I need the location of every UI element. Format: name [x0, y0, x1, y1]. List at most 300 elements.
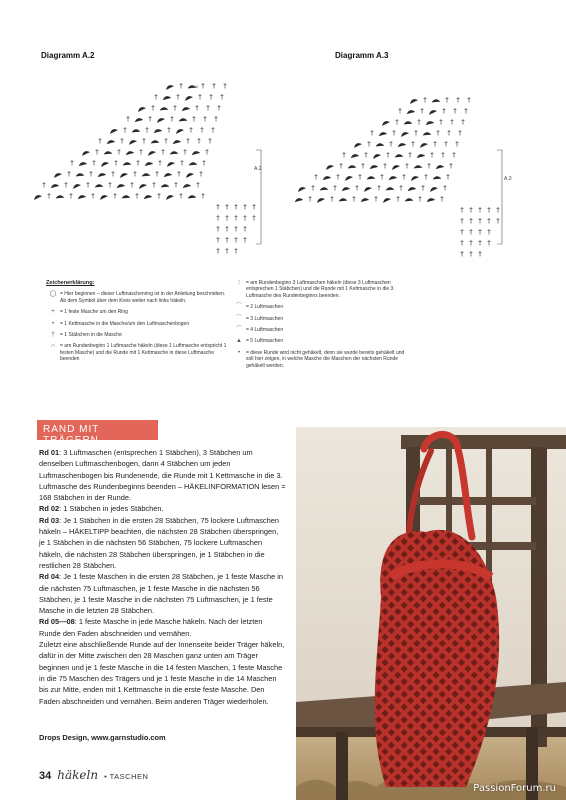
chain-arc-mark: [132, 129, 140, 132]
double-crochet-mark: †: [183, 148, 187, 156]
double-crochet-mark: †: [374, 195, 378, 203]
legend-right: [232, 280, 412, 374]
double-crochet-mark: †: [478, 228, 482, 236]
chain-arc-mark: [179, 118, 187, 121]
chain-three-arc-icon: ⌒: [235, 315, 242, 322]
round-label: Rd 05—08: [39, 617, 75, 627]
chain-arc-mark: [134, 118, 142, 122]
double-crochet-mark: †: [234, 236, 238, 244]
dot-icon: •: [237, 349, 241, 356]
double-crochet-mark: †: [418, 195, 422, 203]
double-crochet-mark: †: [383, 162, 387, 170]
chain-arc-mark: [432, 99, 440, 102]
double-crochet-mark: †: [47, 192, 51, 200]
double-crochet-mark: †: [92, 159, 96, 167]
double-crochet-mark: †: [195, 104, 199, 112]
chain-arc-mark: [360, 198, 368, 202]
chain-arc-mark: [72, 183, 80, 189]
chain-arc-mark: [363, 186, 371, 192]
instruction-text: : Je 1 Stäbchen in die ersten 28 Stäbchen, 75 lockere Luftmaschen häkeln – HÄKELTIPP beachten, die nächsten 28 Stäbchen überspringen, je 1 Stäbchen in die nächsten 56 Stäbchen, 75 lockere Luftmaschen häkeln, die nächsten 28 Stäbchen überspringen, je 1 Stäbchen in die restlichen 28 Stäbchen.: [39, 515, 279, 570]
double-crochet-mark: †: [91, 192, 95, 200]
double-crochet-mark: †: [216, 247, 220, 255]
double-crochet-mark: †: [70, 159, 74, 167]
instruction-text: : 3 Luftmaschen (entsprechen 1 Stäbchen), 3 Stäbchen um denselben Luftmaschenbogen, dann 4 Stäbchen um jeden Luftmaschenbogen bis Rundenende, die Runde mit 1 Kettmasche in die 3. Luftmasche des Rundenbeginns beenden – HÄKELINFORMATION lesen = 168 Stäbchen in der Runde.: [39, 448, 286, 503]
legend-item-text: = 4 Luftmaschen: [246, 327, 284, 334]
chain-arc-mark: [50, 184, 58, 188]
chart-a3-svg: [292, 72, 527, 264]
double-crochet-mark: †: [336, 173, 340, 181]
legend-item: [232, 304, 412, 310]
legend-item-text: = 5 Luftmaschen: [246, 338, 284, 345]
double-crochet-mark: †: [358, 173, 362, 181]
legend-item: [232, 316, 412, 322]
chain-arc-mark: [400, 131, 408, 137]
double-crochet-mark: †: [314, 173, 318, 181]
double-crochet-mark: †: [216, 203, 220, 211]
slip-stitch-icon: •: [51, 320, 55, 327]
chain-arc-mark: [429, 186, 437, 192]
chart-a2-bracket: [256, 150, 261, 244]
double-crochet-mark: †: [113, 192, 117, 200]
double-crochet-icon: †: [51, 332, 55, 339]
double-crochet-mark: †: [252, 203, 256, 211]
double-crochet-mark: †: [405, 162, 409, 170]
chain-arc-mark: [316, 197, 324, 203]
double-crochet-mark: †: [200, 126, 204, 134]
double-crochet-mark: †: [417, 118, 421, 126]
double-crochet-mark: †: [449, 162, 453, 170]
chain-arc-mark: [320, 187, 328, 190]
chain-arc-mark: [391, 164, 399, 170]
double-crochet-mark: †: [225, 236, 229, 244]
double-crochet-mark: †: [469, 250, 473, 258]
chart-a2-end-mark: T=0: [191, 84, 199, 89]
double-crochet-mark: †: [478, 217, 482, 225]
double-crochet-mark: †: [464, 107, 468, 115]
chain-arc-mark: [147, 150, 155, 156]
double-crochet-mark: †: [455, 140, 459, 148]
double-crochet-mark: †: [469, 239, 473, 247]
instruction-text: : Je 1 feste Maschen in die ersten 28 Stäbchen, je 1 feste Masche in die nächsten 75 Luftmaschen, je 1 feste Masche in die nächsten 56 Stäbchen, je 1 feste Masche in die nächsten 75 Luftmaschen, je 1 feste Masche in die letzten 28 Stäbchen.: [39, 572, 284, 616]
legend-item: [46, 321, 231, 327]
double-crochet-mark: †: [123, 126, 127, 134]
double-crochet-mark: †: [453, 107, 457, 115]
double-crochet-mark: †: [117, 148, 121, 156]
chain-arc-mark: [378, 132, 386, 136]
double-crochet-mark: †: [458, 129, 462, 137]
diagram-a3-title: Diagramm A.3: [335, 51, 389, 60]
double-crochet-mark: †: [176, 93, 180, 101]
double-crochet-mark: †: [214, 115, 218, 123]
double-crochet-mark: †: [209, 93, 213, 101]
legend-item: [232, 350, 412, 369]
chart-a3-stitches: [294, 96, 500, 258]
chain-arc-mark: [100, 161, 108, 167]
instruction-paragraph: [39, 447, 286, 503]
double-crochet-mark: †: [487, 239, 491, 247]
instruction-paragraph: [39, 616, 286, 639]
double-crochet-mark: †: [234, 247, 238, 255]
chain-arc-mark: [172, 140, 180, 144]
chain-arc-mark: [372, 153, 380, 159]
bench-leg-left: [336, 732, 348, 800]
double-crochet-mark: †: [496, 217, 500, 225]
diagram-a2-title: Diagramm A.2: [41, 51, 95, 60]
double-crochet-mark: †: [446, 173, 450, 181]
double-crochet-mark: †: [396, 195, 400, 203]
double-crochet-mark: †: [367, 140, 371, 148]
double-crochet-mark: †: [427, 162, 431, 170]
section-title: RAND MIT TRÄGERN: [43, 424, 100, 446]
chain-arc-mark: [33, 194, 41, 200]
double-crochet-mark: †: [203, 115, 207, 123]
bag-photo-illustration: [296, 427, 566, 800]
chain-arc-mark: [106, 140, 114, 144]
double-crochet-mark: †: [469, 206, 473, 214]
chain-arc-mark: [97, 173, 105, 177]
chain-arc-mark: [160, 107, 168, 110]
section-header: [37, 420, 158, 446]
instruction-paragraph: [39, 639, 286, 707]
double-crochet-mark: †: [442, 107, 446, 115]
double-crochet-mark: †: [487, 228, 491, 236]
magazine-subtitle: • TASCHEN: [104, 772, 149, 781]
double-crochet-mark: †: [342, 151, 346, 159]
chain-arc-mark: [405, 198, 413, 201]
page-footer: [39, 768, 148, 782]
chain-arc-mark: [294, 198, 302, 202]
chain-arc-mark: [143, 195, 151, 199]
double-crochet-mark: †: [186, 137, 190, 145]
double-crochet-mark: †: [212, 82, 216, 90]
chain-arc-mark: [406, 110, 414, 114]
double-crochet-mark: †: [192, 115, 196, 123]
chain-arc-mark: [404, 121, 412, 124]
chain-arc-mark: [423, 132, 431, 135]
crochet-chart-a2: [28, 72, 278, 264]
double-crochet-mark: †: [456, 96, 460, 104]
double-crochet-mark: †: [152, 181, 156, 189]
double-crochet-mark: †: [377, 184, 381, 192]
double-crochet-mark: †: [234, 203, 238, 211]
double-crochet-mark: †: [460, 250, 464, 258]
legend-item-text: = 2 Luftmaschen: [246, 304, 284, 311]
chain-arc-mark: [137, 106, 145, 112]
chain-arc-mark: [428, 109, 436, 115]
legend-item-text: = diese Runde wird nicht gehäkelt, denn sie wurde bereits gehäkelt und soll hier zeigen, in welche Masche die Maschen der nächsten Runde gehäkelt werden.: [246, 349, 405, 369]
chain-arc-mark: [99, 194, 107, 200]
double-crochet-mark: †: [339, 162, 343, 170]
double-crochet-mark: †: [478, 206, 482, 214]
double-crochet-mark: †: [225, 214, 229, 222]
double-crochet-mark: †: [444, 140, 448, 148]
chain-arc-mark: [376, 143, 384, 146]
legend-item: [232, 280, 412, 299]
legend-item-text: = am Rundenbeginn 3 Luftmaschen häkeln (diese 3 Luftmaschen entsprechen 1 Stäbchen) und die Runde mit 1 Kettmasche in die 3. Luftmasche des Rundenbeginns beenden.: [246, 280, 395, 299]
double-crochet-mark: †: [447, 129, 451, 137]
double-crochet-mark: †: [460, 206, 464, 214]
double-crochet-mark: †: [135, 192, 139, 200]
chain-arc-mark: [144, 162, 152, 166]
double-crochet-mark: †: [198, 93, 202, 101]
double-crochet-mark: †: [133, 170, 137, 178]
chain-arc-mark: [414, 165, 422, 168]
double-crochet-mark: †: [386, 151, 390, 159]
double-crochet-mark: †: [225, 225, 229, 233]
single-crochet-icon: +: [51, 309, 55, 316]
round-label: Rd 02: [39, 504, 60, 514]
chain-arc-mark: [386, 187, 394, 190]
credit-line: Drops Design, www.garnstudio.com: [39, 733, 166, 742]
chain-arc-mark: [182, 184, 190, 188]
chain-arc-mark: [433, 176, 441, 179]
double-crochet-mark: †: [67, 170, 71, 178]
legend-item-text: = Hier beginnen – dieser Luftmaschenring ist in der Anleitung beschrieben. Ab dem Symbol über dem Kreis weiter nach links häkeln.: [60, 291, 226, 304]
chain-arc-mark: [353, 142, 361, 148]
chain-arc-mark: [184, 95, 192, 101]
double-crochet-mark: †: [201, 82, 205, 90]
double-crochet-mark: †: [452, 151, 456, 159]
double-crochet-mark: †: [402, 173, 406, 181]
instruction-paragraph: [39, 503, 286, 514]
double-crochet-mark: †: [420, 107, 424, 115]
double-crochet-mark: †: [206, 104, 210, 112]
double-crochet-mark: †: [154, 93, 158, 101]
double-crochet-mark: †: [177, 170, 181, 178]
double-crochet-mark: †: [478, 239, 482, 247]
double-crochet-mark: †: [234, 214, 238, 222]
legend-item: [46, 343, 231, 362]
chain-arc-mark: [410, 175, 418, 181]
double-crochet-mark: †: [433, 140, 437, 148]
double-crochet-mark: †: [364, 151, 368, 159]
chain-arc-mark: [181, 107, 189, 111]
legend-item-text: = 1 Kettmasche in die Masche/um den Luftmaschenbogen: [60, 320, 190, 327]
instruction-paragraph: [39, 571, 286, 616]
double-crochet-mark: †: [439, 118, 443, 126]
chain-arc-mark: [426, 198, 434, 202]
double-crochet-mark: †: [217, 104, 221, 112]
chain-arc-mark: [128, 139, 136, 145]
double-crochet-mark: †: [170, 115, 174, 123]
chain-arc-mark: [125, 151, 133, 155]
double-crochet-mark: †: [308, 195, 312, 203]
chain-arc-mark: [191, 151, 199, 155]
instruction-paragraph: [39, 515, 286, 571]
double-crochet-mark: †: [98, 137, 102, 145]
double-crochet-mark: †: [330, 195, 334, 203]
double-crochet-mark: †: [424, 173, 428, 181]
double-crochet-mark: †: [126, 115, 130, 123]
double-crochet-mark: †: [252, 214, 256, 222]
chain-arc-mark: [297, 186, 305, 192]
instruction-text: Zuletzt eine abschließende Runde auf der Innenseite beider Träger häkeln, dafür in der Mitte zwischen den 28 Maschen ganz unten am Träger beginnen und je 1 feste Masche in die 14 festen Maschen, 1 feste Masche in die 75 Maschen des Trägers und je 1 feste Masche in die 14 Maschen bis zur Mitte, enden mit 1 Kettmasche in die erste feste Masche. Den Faden abschneiden und vernähen. Beim anderen Träger wiederholen.: [39, 640, 285, 706]
chain-arc-mark: [425, 121, 433, 125]
double-crochet-mark: †: [414, 129, 418, 137]
chain-arc-mark: [382, 197, 390, 203]
chain-arc-mark: [162, 96, 170, 100]
double-crochet-mark: †: [355, 184, 359, 192]
double-crochet-mark: †: [202, 159, 206, 167]
double-crochet-mark: †: [225, 203, 229, 211]
legend-item: [232, 327, 412, 333]
legend-left: [46, 280, 231, 368]
chain-arc-mark: [407, 187, 415, 191]
double-crochet-mark: †: [130, 181, 134, 189]
chain-arc-mark: [170, 151, 178, 154]
double-crochet-mark: †: [157, 192, 161, 200]
double-crochet-mark: †: [333, 184, 337, 192]
double-crochet-mark: †: [408, 151, 412, 159]
legend-left-rows: [46, 291, 231, 362]
double-crochet-mark: †: [234, 225, 238, 233]
double-crochet-mark: †: [95, 148, 99, 156]
double-crochet-mark: †: [179, 82, 183, 90]
chain-arc-mark: [119, 172, 127, 178]
double-crochet-mark: †: [223, 82, 227, 90]
crochet-chart-a3: [292, 72, 527, 264]
double-crochet-mark: †: [148, 115, 152, 123]
double-crochet-mark: †: [201, 192, 205, 200]
double-crochet-mark: †: [173, 104, 177, 112]
chain-arc-mark: [325, 164, 333, 170]
chain-arc-mark: [416, 154, 424, 158]
chain-arc-mark: [77, 195, 85, 199]
chain-arc-mark: [419, 142, 427, 148]
double-crochet-mark: †: [487, 206, 491, 214]
double-crochet-mark: †: [220, 93, 224, 101]
double-crochet-mark: †: [111, 170, 115, 178]
double-crochet-mark: †: [487, 217, 491, 225]
chain-arc-mark: [397, 143, 405, 147]
magazine-logo: häkeln: [57, 768, 99, 782]
double-crochet-mark: †: [180, 159, 184, 167]
legend-item-text: = 3 Luftmaschen: [246, 315, 284, 322]
chain-arc-mark: [116, 184, 124, 188]
double-crochet-mark: †: [461, 118, 465, 126]
chart-a3-label: A.3: [504, 176, 512, 182]
chart-a2-stitches: [33, 82, 256, 255]
double-crochet-mark: †: [370, 129, 374, 137]
instruction-text: : 1 feste Masche in jede Masche häkeln. Nach der letzten Runde den Faden abschneiden und vernähen.: [39, 617, 263, 638]
double-crochet-mark: †: [352, 195, 356, 203]
double-crochet-mark: †: [436, 129, 440, 137]
double-crochet-mark: †: [380, 173, 384, 181]
chain-arc-mark: [165, 84, 173, 90]
double-crochet-mark: †: [467, 96, 471, 104]
double-crochet-mark: †: [211, 126, 215, 134]
double-crochet-mark: †: [167, 126, 171, 134]
double-crochet-mark: †: [216, 225, 220, 233]
chain-arc-mark: [369, 165, 377, 169]
double-crochet-mark: †: [411, 140, 415, 148]
double-crochet-mark: †: [108, 181, 112, 189]
double-crochet-mark: †: [216, 214, 220, 222]
bag-photo: [296, 427, 566, 800]
chain-arc-mark: [322, 176, 330, 180]
double-crochet-mark: †: [114, 159, 118, 167]
double-crochet-mark: †: [136, 159, 140, 167]
double-crochet-mark: †: [460, 217, 464, 225]
double-crochet-mark: †: [469, 217, 473, 225]
instructions-text: [39, 447, 286, 707]
instruction-text: : 1 Stäbchen in jedes Stäbchen.: [59, 504, 164, 514]
chain-arc-mark: [53, 172, 61, 178]
double-crochet-mark: †: [86, 181, 90, 189]
double-crochet-mark: †: [243, 225, 247, 233]
double-crochet-mark: †: [469, 228, 473, 236]
double-crochet-mark: †: [155, 170, 159, 178]
chain-arc-mark: [142, 173, 150, 176]
legend-item: [46, 309, 231, 315]
chain-arc-mark: [163, 173, 171, 177]
double-crochet-mark: †: [225, 247, 229, 255]
chain-arc-mark: [188, 195, 196, 198]
legend-heading: Zeichenerklärung:: [46, 280, 95, 286]
double-crochet-mark: †: [205, 148, 209, 156]
chain-arc-mark: [151, 140, 159, 143]
chain-two-icon: ⌒: [235, 304, 242, 311]
page-number: 34: [39, 770, 52, 782]
double-crochet-mark: †: [398, 107, 402, 115]
chain-arc-mark: [166, 161, 174, 167]
double-crochet-mark: †: [151, 104, 155, 112]
chain-arc-mark: [185, 172, 193, 178]
chain-arc-mark: [388, 176, 396, 180]
round-start-icon: ∩: [50, 343, 56, 350]
chain-arc-mark: [104, 151, 112, 154]
chain-arc-mark: [175, 128, 183, 134]
double-crochet-mark: †: [389, 140, 393, 148]
round-label: Rd 03: [39, 515, 60, 525]
chain-arc-mark: [435, 165, 443, 169]
legend-item-text: = am Rundenbeginn 1 Luftmasche häkeln (diese 1 Luftmasche entspricht 1 festen Masche) und die Runde mit 1 Kettmasche in diese Luftmasche beenden: [60, 343, 227, 363]
double-crochet-mark: †: [199, 170, 203, 178]
double-crochet-mark: †: [208, 137, 212, 145]
chain-arc-mark: [81, 150, 89, 156]
legend-item-text: = 1 Stäbchen in die Masche: [60, 332, 122, 339]
chain-arc-mark: [56, 195, 64, 198]
chain-arc-mark: [395, 154, 403, 157]
legend-item: [232, 338, 412, 344]
chain-arc-mark: [367, 176, 375, 179]
double-crochet-mark: †: [496, 206, 500, 214]
double-crochet-mark: †: [142, 137, 146, 145]
legend-item: [46, 291, 231, 304]
chain-arc-mark: [109, 128, 117, 134]
chain-arc-mark: [138, 183, 146, 189]
chain-arc-mark: [95, 184, 103, 187]
double-crochet-mark: †: [445, 96, 449, 104]
double-crochet-mark: †: [89, 170, 93, 178]
chain-four-icon: ⌒: [235, 327, 242, 334]
chain-arc-mark: [153, 129, 161, 133]
double-crochet-mark: †: [460, 228, 464, 236]
chart-a2-label: A.2: [254, 166, 262, 172]
double-crochet-mark: †: [421, 184, 425, 192]
double-crochet-mark: †: [164, 137, 168, 145]
chain-three-icon: ⁝: [238, 280, 240, 286]
legend-item: [46, 332, 231, 338]
chain-five-icon: ▲: [236, 338, 242, 345]
magic-ring-icon: ◯: [49, 291, 57, 298]
chain-arc-mark: [381, 120, 389, 126]
double-crochet-mark: †: [392, 129, 396, 137]
chain-arc-mark: [341, 187, 349, 191]
chain-arc-mark: [350, 154, 358, 158]
round-label: Rd 04: [39, 572, 60, 582]
double-crochet-mark: †: [243, 214, 247, 222]
